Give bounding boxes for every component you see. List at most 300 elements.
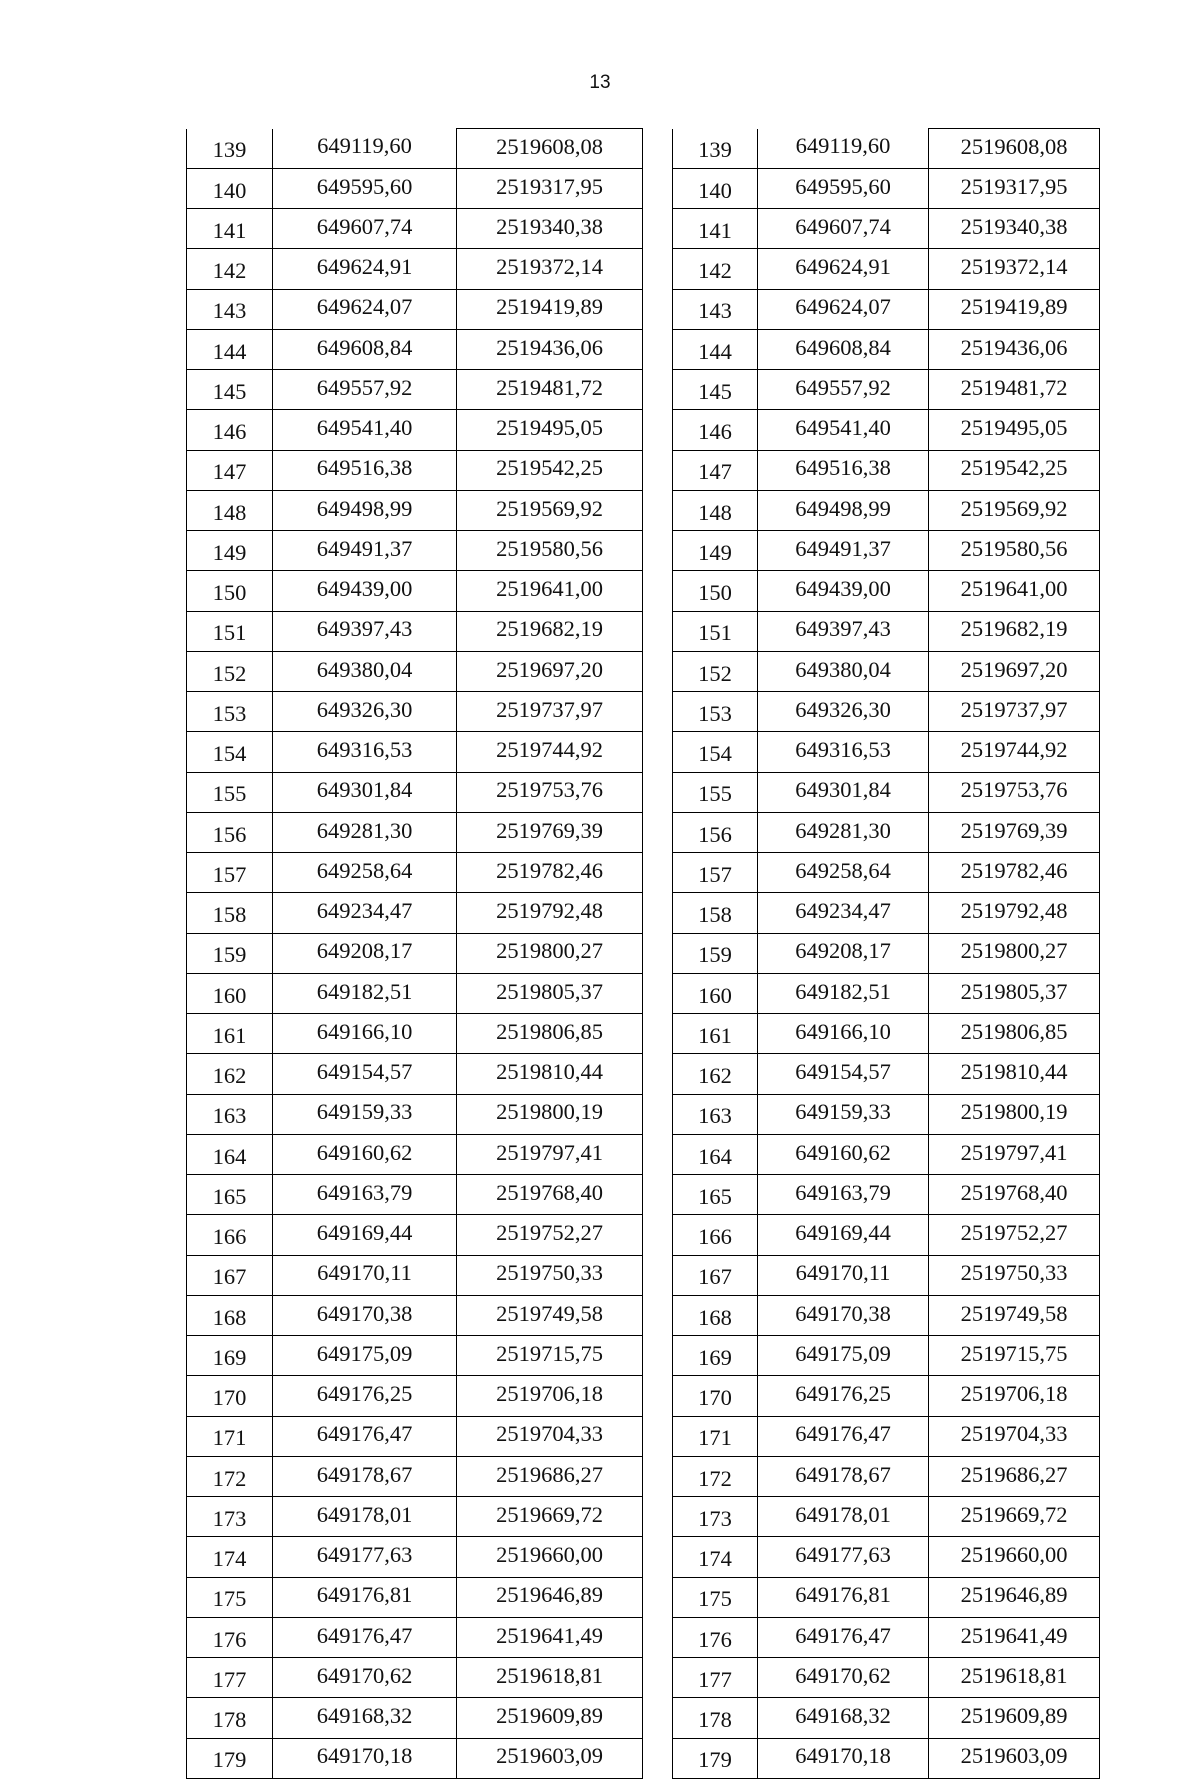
table-row bbox=[673, 1617, 1100, 1657]
table-row bbox=[187, 1537, 643, 1577]
y-coordinate-cell: 2519750,33 bbox=[929, 1255, 1100, 1295]
y-coordinate-cell: 2519768,40 bbox=[457, 1175, 643, 1215]
point-number-cell: 146 bbox=[673, 410, 758, 450]
x-coordinate-cell: 649160,62 bbox=[758, 1134, 929, 1174]
y-coordinate-cell: 2519752,27 bbox=[929, 1215, 1100, 1255]
y-coordinate-cell: 2519686,27 bbox=[929, 1456, 1100, 1496]
y-coordinate-cell: 2519618,81 bbox=[457, 1658, 643, 1698]
x-coordinate-cell: 649176,81 bbox=[273, 1577, 457, 1617]
table-row bbox=[187, 651, 643, 691]
y-coordinate-cell: 2519608,08 bbox=[457, 129, 643, 169]
x-coordinate-cell: 649170,62 bbox=[758, 1658, 929, 1698]
table-row bbox=[187, 1336, 643, 1376]
x-coordinate-cell: 649491,37 bbox=[273, 531, 457, 571]
x-coordinate-cell: 649316,53 bbox=[758, 732, 929, 772]
x-coordinate-cell: 649170,11 bbox=[273, 1255, 457, 1295]
x-coordinate-cell: 649176,25 bbox=[273, 1376, 457, 1416]
y-coordinate-cell: 2519744,92 bbox=[457, 732, 643, 772]
table-row bbox=[187, 732, 643, 772]
point-number-cell: 147 bbox=[673, 450, 758, 490]
table-row bbox=[187, 1215, 643, 1255]
table-row bbox=[673, 410, 1100, 450]
y-coordinate-cell: 2519542,25 bbox=[457, 450, 643, 490]
x-coordinate-cell: 649176,47 bbox=[273, 1416, 457, 1456]
x-coordinate-cell: 649234,47 bbox=[758, 893, 929, 933]
point-number-cell: 155 bbox=[187, 772, 273, 812]
x-coordinate-cell: 649258,64 bbox=[758, 853, 929, 893]
point-number-cell: 140 bbox=[673, 168, 758, 208]
table-row bbox=[673, 1537, 1100, 1577]
y-coordinate-cell: 2519706,18 bbox=[929, 1376, 1100, 1416]
x-coordinate-cell: 649326,30 bbox=[758, 692, 929, 732]
table-row bbox=[673, 611, 1100, 651]
table-row bbox=[673, 1054, 1100, 1094]
point-number-cell: 140 bbox=[187, 168, 273, 208]
point-number-cell: 172 bbox=[187, 1456, 273, 1496]
point-number-cell: 143 bbox=[673, 289, 758, 329]
x-coordinate-cell: 649607,74 bbox=[758, 209, 929, 249]
x-coordinate-cell: 649159,33 bbox=[758, 1094, 929, 1134]
point-number-cell: 175 bbox=[673, 1577, 758, 1617]
table-row bbox=[673, 1698, 1100, 1738]
point-number-cell: 174 bbox=[187, 1537, 273, 1577]
y-coordinate-cell: 2519660,00 bbox=[929, 1537, 1100, 1577]
y-coordinate-cell: 2519752,27 bbox=[457, 1215, 643, 1255]
x-coordinate-cell: 649166,10 bbox=[758, 1014, 929, 1054]
point-number-cell: 167 bbox=[187, 1255, 273, 1295]
table-row bbox=[673, 812, 1100, 852]
y-coordinate-cell: 2519340,38 bbox=[929, 209, 1100, 249]
table-row bbox=[187, 1094, 643, 1134]
y-coordinate-cell: 2519805,37 bbox=[457, 973, 643, 1013]
x-coordinate-cell: 649169,44 bbox=[273, 1215, 457, 1255]
x-coordinate-cell: 649301,84 bbox=[273, 772, 457, 812]
point-number-cell: 179 bbox=[187, 1738, 273, 1778]
x-coordinate-cell: 649182,51 bbox=[273, 973, 457, 1013]
point-number-cell: 149 bbox=[673, 531, 758, 571]
table-row bbox=[187, 853, 643, 893]
x-coordinate-cell: 649301,84 bbox=[758, 772, 929, 812]
x-coordinate-cell: 649182,51 bbox=[758, 973, 929, 1013]
x-coordinate-cell: 649516,38 bbox=[273, 450, 457, 490]
table-row bbox=[187, 1577, 643, 1617]
coordinates-table-left bbox=[186, 128, 643, 1779]
y-coordinate-cell: 2519641,49 bbox=[457, 1617, 643, 1657]
x-coordinate-cell: 649176,47 bbox=[758, 1617, 929, 1657]
table-row bbox=[673, 772, 1100, 812]
point-number-cell: 142 bbox=[187, 249, 273, 289]
y-coordinate-cell: 2519542,25 bbox=[929, 450, 1100, 490]
table-row bbox=[673, 1295, 1100, 1335]
x-coordinate-cell: 649595,60 bbox=[758, 168, 929, 208]
x-coordinate-cell: 649316,53 bbox=[273, 732, 457, 772]
point-number-cell: 177 bbox=[673, 1658, 758, 1698]
point-number-cell: 170 bbox=[187, 1376, 273, 1416]
x-coordinate-cell: 649439,00 bbox=[273, 571, 457, 611]
table-row bbox=[673, 1014, 1100, 1054]
point-number-cell: 166 bbox=[673, 1215, 758, 1255]
point-number-cell: 146 bbox=[187, 410, 273, 450]
table-row bbox=[187, 1738, 643, 1778]
point-number-cell: 145 bbox=[187, 370, 273, 410]
x-coordinate-cell: 649163,79 bbox=[273, 1175, 457, 1215]
y-coordinate-cell: 2519419,89 bbox=[457, 289, 643, 329]
x-coordinate-cell: 649557,92 bbox=[273, 370, 457, 410]
x-coordinate-cell: 649168,32 bbox=[758, 1698, 929, 1738]
point-number-cell: 153 bbox=[673, 692, 758, 732]
table-row bbox=[187, 611, 643, 651]
point-number-cell: 176 bbox=[187, 1617, 273, 1657]
table-body-right bbox=[673, 129, 1100, 1779]
y-coordinate-cell: 2519641,49 bbox=[929, 1617, 1100, 1657]
y-coordinate-cell: 2519782,46 bbox=[929, 853, 1100, 893]
point-number-cell: 158 bbox=[673, 893, 758, 933]
point-number-cell: 144 bbox=[187, 329, 273, 369]
point-number-cell: 176 bbox=[673, 1617, 758, 1657]
x-coordinate-cell: 649175,09 bbox=[273, 1336, 457, 1376]
table-row bbox=[673, 853, 1100, 893]
table-row bbox=[187, 1295, 643, 1335]
table-row bbox=[187, 973, 643, 1013]
table-row bbox=[187, 812, 643, 852]
x-coordinate-cell: 649208,17 bbox=[758, 933, 929, 973]
table-row bbox=[187, 289, 643, 329]
x-coordinate-cell: 649516,38 bbox=[758, 450, 929, 490]
y-coordinate-cell: 2519792,48 bbox=[929, 893, 1100, 933]
y-coordinate-cell: 2519609,89 bbox=[457, 1698, 643, 1738]
y-coordinate-cell: 2519495,05 bbox=[457, 410, 643, 450]
y-coordinate-cell: 2519608,08 bbox=[929, 129, 1100, 169]
x-coordinate-cell: 649281,30 bbox=[273, 812, 457, 852]
x-coordinate-cell: 649178,67 bbox=[758, 1456, 929, 1496]
point-number-cell: 143 bbox=[187, 289, 273, 329]
table-row bbox=[187, 1416, 643, 1456]
x-coordinate-cell: 649258,64 bbox=[273, 853, 457, 893]
table-row bbox=[673, 1376, 1100, 1416]
point-number-cell: 159 bbox=[673, 933, 758, 973]
y-coordinate-cell: 2519569,92 bbox=[929, 490, 1100, 530]
x-coordinate-cell: 649176,25 bbox=[758, 1376, 929, 1416]
y-coordinate-cell: 2519797,41 bbox=[929, 1134, 1100, 1174]
table-row bbox=[187, 168, 643, 208]
table-row bbox=[187, 370, 643, 410]
point-number-cell: 139 bbox=[673, 129, 758, 169]
x-coordinate-cell: 649170,18 bbox=[273, 1738, 457, 1778]
y-coordinate-cell: 2519669,72 bbox=[457, 1497, 643, 1537]
y-coordinate-cell: 2519810,44 bbox=[929, 1054, 1100, 1094]
y-coordinate-cell: 2519805,37 bbox=[929, 973, 1100, 1013]
table-row bbox=[673, 651, 1100, 691]
y-coordinate-cell: 2519706,18 bbox=[457, 1376, 643, 1416]
table-row bbox=[187, 933, 643, 973]
point-number-cell: 167 bbox=[673, 1255, 758, 1295]
point-number-cell: 147 bbox=[187, 450, 273, 490]
point-number-cell: 139 bbox=[187, 129, 273, 169]
y-coordinate-cell: 2519419,89 bbox=[929, 289, 1100, 329]
table-row bbox=[187, 1658, 643, 1698]
x-coordinate-cell: 649541,40 bbox=[758, 410, 929, 450]
y-coordinate-cell: 2519753,76 bbox=[929, 772, 1100, 812]
x-coordinate-cell: 649168,32 bbox=[273, 1698, 457, 1738]
table-row bbox=[673, 450, 1100, 490]
table-row bbox=[673, 1577, 1100, 1617]
point-number-cell: 173 bbox=[673, 1497, 758, 1537]
y-coordinate-cell: 2519372,14 bbox=[457, 249, 643, 289]
table-row bbox=[673, 370, 1100, 410]
table-row bbox=[673, 1658, 1100, 1698]
y-coordinate-cell: 2519646,89 bbox=[457, 1577, 643, 1617]
point-number-cell: 141 bbox=[673, 209, 758, 249]
y-coordinate-cell: 2519646,89 bbox=[929, 1577, 1100, 1617]
y-coordinate-cell: 2519792,48 bbox=[457, 893, 643, 933]
y-coordinate-cell: 2519580,56 bbox=[457, 531, 643, 571]
y-coordinate-cell: 2519481,72 bbox=[929, 370, 1100, 410]
x-coordinate-cell: 649281,30 bbox=[758, 812, 929, 852]
x-coordinate-cell: 649170,38 bbox=[758, 1295, 929, 1335]
point-number-cell: 159 bbox=[187, 933, 273, 973]
point-number-cell: 148 bbox=[673, 490, 758, 530]
x-coordinate-cell: 649170,38 bbox=[273, 1295, 457, 1335]
table-row bbox=[673, 1094, 1100, 1134]
x-coordinate-cell: 649170,11 bbox=[758, 1255, 929, 1295]
table-row bbox=[187, 1255, 643, 1295]
table-row bbox=[187, 249, 643, 289]
x-coordinate-cell: 649177,63 bbox=[273, 1537, 457, 1577]
point-number-cell: 160 bbox=[673, 973, 758, 1013]
y-coordinate-cell: 2519317,95 bbox=[457, 168, 643, 208]
x-coordinate-cell: 649176,47 bbox=[273, 1617, 457, 1657]
table-row bbox=[187, 490, 643, 530]
x-coordinate-cell: 649498,99 bbox=[273, 490, 457, 530]
table-row bbox=[673, 1255, 1100, 1295]
table-row bbox=[673, 490, 1100, 530]
point-number-cell: 161 bbox=[187, 1014, 273, 1054]
x-coordinate-cell: 649380,04 bbox=[758, 651, 929, 691]
x-coordinate-cell: 649397,43 bbox=[273, 611, 457, 651]
table-row bbox=[187, 571, 643, 611]
table-row bbox=[673, 1336, 1100, 1376]
x-coordinate-cell: 649595,60 bbox=[273, 168, 457, 208]
y-coordinate-cell: 2519704,33 bbox=[457, 1416, 643, 1456]
table-row bbox=[673, 289, 1100, 329]
table-row bbox=[673, 933, 1100, 973]
point-number-cell: 170 bbox=[673, 1376, 758, 1416]
point-number-cell: 145 bbox=[673, 370, 758, 410]
x-coordinate-cell: 649178,01 bbox=[273, 1497, 457, 1537]
y-coordinate-cell: 2519769,39 bbox=[929, 812, 1100, 852]
point-number-cell: 161 bbox=[673, 1014, 758, 1054]
point-number-cell: 171 bbox=[673, 1416, 758, 1456]
x-coordinate-cell: 649624,07 bbox=[758, 289, 929, 329]
point-number-cell: 175 bbox=[187, 1577, 273, 1617]
y-coordinate-cell: 2519749,58 bbox=[929, 1295, 1100, 1335]
x-coordinate-cell: 649159,33 bbox=[273, 1094, 457, 1134]
x-coordinate-cell: 649119,60 bbox=[273, 129, 457, 169]
point-number-cell: 154 bbox=[187, 732, 273, 772]
table-row bbox=[673, 249, 1100, 289]
table-row bbox=[673, 732, 1100, 772]
point-number-cell: 177 bbox=[187, 1658, 273, 1698]
y-coordinate-cell: 2519782,46 bbox=[457, 853, 643, 893]
x-coordinate-cell: 649326,30 bbox=[273, 692, 457, 732]
y-coordinate-cell: 2519580,56 bbox=[929, 531, 1100, 571]
x-coordinate-cell: 649397,43 bbox=[758, 611, 929, 651]
y-coordinate-cell: 2519481,72 bbox=[457, 370, 643, 410]
x-coordinate-cell: 649178,01 bbox=[758, 1497, 929, 1537]
point-number-cell: 151 bbox=[187, 611, 273, 651]
table-row bbox=[187, 1698, 643, 1738]
point-number-cell: 178 bbox=[187, 1698, 273, 1738]
x-coordinate-cell: 649170,18 bbox=[758, 1738, 929, 1778]
point-number-cell: 142 bbox=[673, 249, 758, 289]
table-row bbox=[673, 571, 1100, 611]
table-row bbox=[187, 1175, 643, 1215]
y-coordinate-cell: 2519682,19 bbox=[457, 611, 643, 651]
point-number-cell: 148 bbox=[187, 490, 273, 530]
point-number-cell: 179 bbox=[673, 1738, 758, 1778]
table-row bbox=[673, 531, 1100, 571]
y-coordinate-cell: 2519800,19 bbox=[457, 1094, 643, 1134]
point-number-cell: 162 bbox=[673, 1054, 758, 1094]
y-coordinate-cell: 2519603,09 bbox=[457, 1738, 643, 1778]
point-number-cell: 171 bbox=[187, 1416, 273, 1456]
table-row bbox=[673, 692, 1100, 732]
y-coordinate-cell: 2519715,75 bbox=[929, 1336, 1100, 1376]
table-row bbox=[673, 209, 1100, 249]
point-number-cell: 151 bbox=[673, 611, 758, 651]
point-number-cell: 154 bbox=[673, 732, 758, 772]
table-row bbox=[187, 692, 643, 732]
table-row bbox=[673, 1416, 1100, 1456]
point-number-cell: 157 bbox=[187, 853, 273, 893]
x-coordinate-cell: 649439,00 bbox=[758, 571, 929, 611]
y-coordinate-cell: 2519704,33 bbox=[929, 1416, 1100, 1456]
table-row bbox=[187, 1456, 643, 1496]
point-number-cell: 174 bbox=[673, 1537, 758, 1577]
y-coordinate-cell: 2519769,39 bbox=[457, 812, 643, 852]
x-coordinate-cell: 649119,60 bbox=[758, 129, 929, 169]
y-coordinate-cell: 2519697,20 bbox=[457, 651, 643, 691]
table-row bbox=[673, 973, 1100, 1013]
x-coordinate-cell: 649624,07 bbox=[273, 289, 457, 329]
y-coordinate-cell: 2519603,09 bbox=[929, 1738, 1100, 1778]
x-coordinate-cell: 649557,92 bbox=[758, 370, 929, 410]
point-number-cell: 144 bbox=[673, 329, 758, 369]
y-coordinate-cell: 2519768,40 bbox=[929, 1175, 1100, 1215]
y-coordinate-cell: 2519737,97 bbox=[929, 692, 1100, 732]
x-coordinate-cell: 649176,81 bbox=[758, 1577, 929, 1617]
x-coordinate-cell: 649177,63 bbox=[758, 1537, 929, 1577]
y-coordinate-cell: 2519686,27 bbox=[457, 1456, 643, 1496]
x-coordinate-cell: 649208,17 bbox=[273, 933, 457, 973]
x-coordinate-cell: 649624,91 bbox=[273, 249, 457, 289]
table-row bbox=[187, 209, 643, 249]
y-coordinate-cell: 2519641,00 bbox=[929, 571, 1100, 611]
point-number-cell: 168 bbox=[673, 1295, 758, 1335]
table-row bbox=[187, 450, 643, 490]
table-row bbox=[187, 531, 643, 571]
point-number-cell: 164 bbox=[187, 1134, 273, 1174]
point-number-cell: 141 bbox=[187, 209, 273, 249]
x-coordinate-cell: 649163,79 bbox=[758, 1175, 929, 1215]
x-coordinate-cell: 649175,09 bbox=[758, 1336, 929, 1376]
y-coordinate-cell: 2519800,19 bbox=[929, 1094, 1100, 1134]
x-coordinate-cell: 649166,10 bbox=[273, 1014, 457, 1054]
y-coordinate-cell: 2519669,72 bbox=[929, 1497, 1100, 1537]
y-coordinate-cell: 2519753,76 bbox=[457, 772, 643, 812]
x-coordinate-cell: 649154,57 bbox=[758, 1054, 929, 1094]
x-coordinate-cell: 649608,84 bbox=[273, 329, 457, 369]
point-number-cell: 156 bbox=[187, 812, 273, 852]
y-coordinate-cell: 2519737,97 bbox=[457, 692, 643, 732]
table-row bbox=[187, 1014, 643, 1054]
table-row bbox=[187, 772, 643, 812]
point-number-cell: 169 bbox=[673, 1336, 758, 1376]
table-row bbox=[187, 129, 643, 169]
y-coordinate-cell: 2519682,19 bbox=[929, 611, 1100, 651]
table-row bbox=[673, 129, 1100, 169]
x-coordinate-cell: 649624,91 bbox=[758, 249, 929, 289]
y-coordinate-cell: 2519436,06 bbox=[929, 329, 1100, 369]
point-number-cell: 173 bbox=[187, 1497, 273, 1537]
table-body-left bbox=[187, 129, 643, 1779]
y-coordinate-cell: 2519569,92 bbox=[457, 490, 643, 530]
point-number-cell: 162 bbox=[187, 1054, 273, 1094]
x-coordinate-cell: 649608,84 bbox=[758, 329, 929, 369]
table-row bbox=[187, 329, 643, 369]
x-coordinate-cell: 649234,47 bbox=[273, 893, 457, 933]
point-number-cell: 169 bbox=[187, 1336, 273, 1376]
table-row bbox=[673, 1456, 1100, 1496]
y-coordinate-cell: 2519810,44 bbox=[457, 1054, 643, 1094]
y-coordinate-cell: 2519806,85 bbox=[457, 1014, 643, 1054]
table-row bbox=[673, 1497, 1100, 1537]
x-coordinate-cell: 649491,37 bbox=[758, 531, 929, 571]
y-coordinate-cell: 2519697,20 bbox=[929, 651, 1100, 691]
point-number-cell: 166 bbox=[187, 1215, 273, 1255]
table-row bbox=[673, 329, 1100, 369]
point-number-cell: 153 bbox=[187, 692, 273, 732]
point-number-cell: 178 bbox=[673, 1698, 758, 1738]
x-coordinate-cell: 649170,62 bbox=[273, 1658, 457, 1698]
table-row bbox=[187, 1134, 643, 1174]
table-row bbox=[673, 168, 1100, 208]
point-number-cell: 157 bbox=[673, 853, 758, 893]
x-coordinate-cell: 649541,40 bbox=[273, 410, 457, 450]
point-number-cell: 164 bbox=[673, 1134, 758, 1174]
y-coordinate-cell: 2519800,27 bbox=[929, 933, 1100, 973]
point-number-cell: 149 bbox=[187, 531, 273, 571]
table-row bbox=[187, 410, 643, 450]
point-number-cell: 160 bbox=[187, 973, 273, 1013]
point-number-cell: 163 bbox=[673, 1094, 758, 1134]
x-coordinate-cell: 649607,74 bbox=[273, 209, 457, 249]
table-row bbox=[673, 1738, 1100, 1778]
y-coordinate-cell: 2519641,00 bbox=[457, 571, 643, 611]
y-coordinate-cell: 2519618,81 bbox=[929, 1658, 1100, 1698]
point-number-cell: 150 bbox=[187, 571, 273, 611]
x-coordinate-cell: 649176,47 bbox=[758, 1416, 929, 1456]
x-coordinate-cell: 649154,57 bbox=[273, 1054, 457, 1094]
table-row bbox=[673, 893, 1100, 933]
table-row bbox=[187, 1054, 643, 1094]
y-coordinate-cell: 2519317,95 bbox=[929, 168, 1100, 208]
y-coordinate-cell: 2519749,58 bbox=[457, 1295, 643, 1335]
y-coordinate-cell: 2519715,75 bbox=[457, 1336, 643, 1376]
y-coordinate-cell: 2519660,00 bbox=[457, 1537, 643, 1577]
y-coordinate-cell: 2519750,33 bbox=[457, 1255, 643, 1295]
y-coordinate-cell: 2519744,92 bbox=[929, 732, 1100, 772]
